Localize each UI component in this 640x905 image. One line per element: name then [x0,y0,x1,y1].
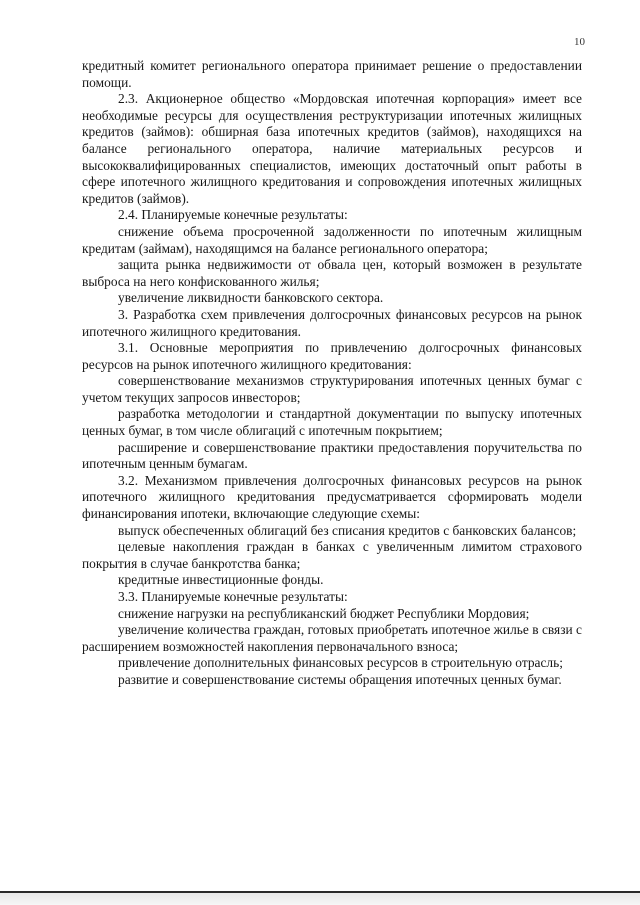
list-item-measure-3: расширение и совершенствование практики предоставления поручительства по ипотечным ценным бумагам. [82,439,582,472]
list-item-outcome-1: снижение нагрузки на республиканский бюджет Республики Мордовия; [118,605,530,621]
list-item-scheme-1: выпуск обеспеченных облигаций без списания кредитов с банковских балансов; [118,522,577,538]
list-item-outcome-3: привлечение дополнительных финансовых ресурсов в строительную отрасль; [118,655,563,671]
paragraph-2-3: 2.3. Акционерное общество «Мордовская ипотечная корпорация» имеет все необходимые ресурсы для осуществления реструктуризации ипотечных жилищных кредитов (займов): обширная база ипотечных кредитов (займов), находящихся на балансе регионального оператора, наличие материальных ресурсов и высококвалифицированных специалистов, имеющих достаточный опыт работы в сфере ипотечного жилищного кредитования и сопровождения ипотечных жилищных кредитов (займов). [82,91,582,206]
page-number: 10 [574,36,585,48]
paragraph-2-4-heading: 2.4. Планируемые конечные результаты: [118,207,348,223]
section-3-heading: 3. Разработка схем привлечения долгосрочных финансовых ресурсов на рынок ипотечного жилищного кредитования. [82,306,582,339]
list-item-scheme-2: целевые накопления граждан в банках с увеличенным лимитом страхового покрытия в случае банкротства банка; [82,539,582,571]
paragraph-3-3-heading: 3.3. Планируемые конечные результаты: [118,589,348,604]
list-item-outcome-4: развитие и совершенствование системы обращения ипотечных ценных бумаг. [118,671,562,687]
paragraph-3-1: 3.1. Основные мероприятия по привлечению долгосрочных финансовых ресурсов на рынок ипотечного жилищного кредитования: [82,340,582,372]
document-body [82,58,582,689]
paragraph-3-2: 3.2. Механизмом привлечения долгосрочных финансовых ресурсов на рынок ипотечного жилищного кредитования предусматривается сформировать модели финансирования ипотеки, включающие следующие схемы: [82,472,582,522]
list-item-result-1: снижение объема просроченной задолженности по ипотечным жилищным кредитам (займам), находящимся на балансе регионального оператора; [82,223,582,256]
list-item-result-2: защита рынка недвижимости от обвала цен, который возможен в результате выброса на него конфискованного жилья; [82,257,582,289]
list-item-result-3: увеличение ликвидности банковского сектора. [118,290,384,306]
list-item-measure-1: совершенствование механизмов структурирования ипотечных ценных бумаг с учетом текущих запросов инвесторов; [82,373,582,405]
list-item-measure-2: разработка методологии и стандартной документации по выпуску ипотечных ценных бумаг, в том числе облигаций с ипотечным покрытием; [82,406,582,439]
list-item-scheme-3: кредитные инвестиционные фонды. [118,572,324,588]
paragraph-continuation: кредитный комитет регионального оператора принимает решение о предоставлении помощи. [82,58,582,90]
list-item-outcome-2: увеличение количества граждан, готовых приобретать ипотечное жилье в связи с расширением возможностей накопления первоначального взноса; [82,622,582,654]
scan-shade [0,893,640,905]
